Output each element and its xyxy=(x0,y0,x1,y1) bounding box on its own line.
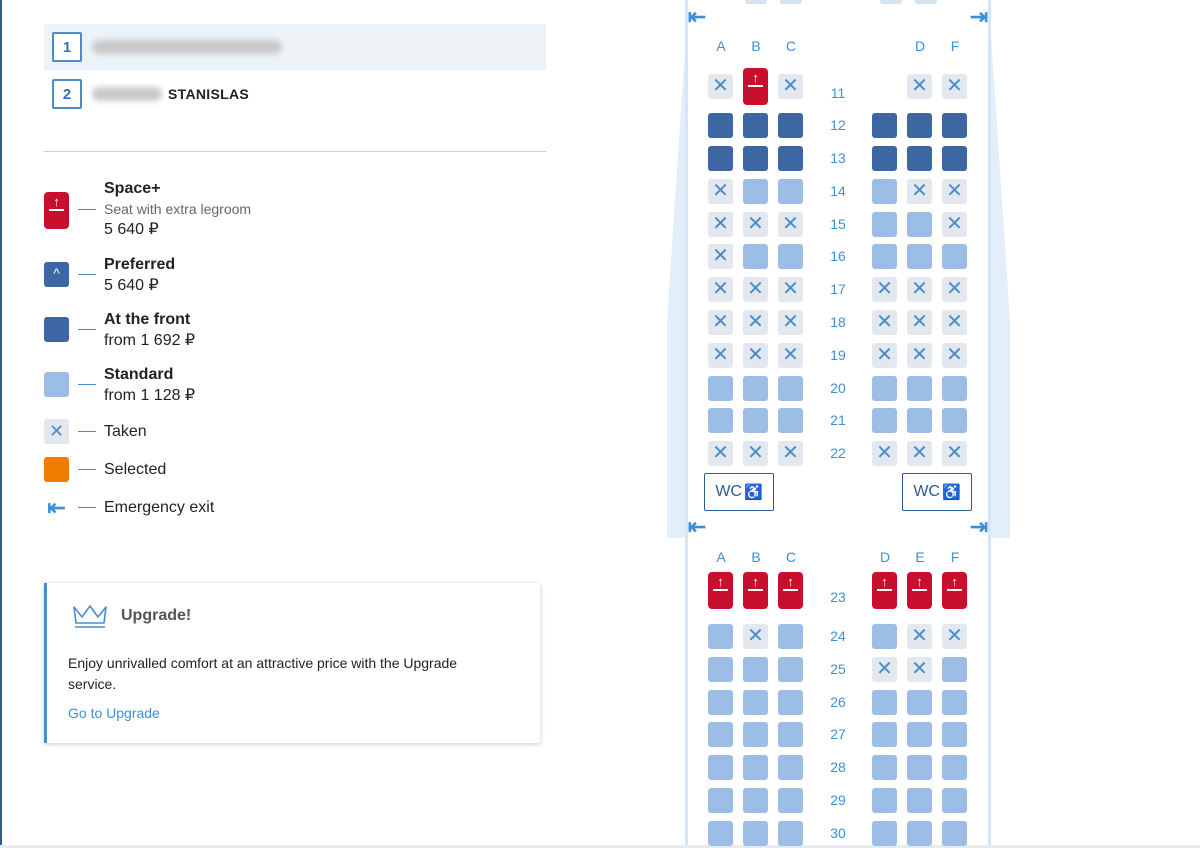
seat-21-std[interactable] xyxy=(907,408,932,433)
redacted-name xyxy=(92,87,162,101)
passenger-number: 2 xyxy=(52,79,82,109)
legend-price: from 1 128 ₽ xyxy=(104,387,196,404)
emergency-exit-icon: ⇥ xyxy=(969,514,989,539)
standard-seat-icon xyxy=(44,372,69,397)
row-number: 22 xyxy=(830,445,846,461)
seat-24-taken: ✕ xyxy=(743,624,768,649)
seat-12-front[interactable] xyxy=(708,113,733,138)
seat-27-std[interactable] xyxy=(743,722,768,747)
seat-16-taken: ✕ xyxy=(708,244,733,269)
legend-title: At the front xyxy=(104,311,191,328)
row-number: 27 xyxy=(830,726,846,742)
seat-13-front[interactable] xyxy=(942,146,967,171)
seat-26-std[interactable] xyxy=(778,690,803,715)
seat-11-taken: ✕ xyxy=(778,74,803,99)
legroom-bar xyxy=(877,589,892,591)
upgrade-card xyxy=(44,583,540,743)
wc-label: WC xyxy=(715,483,742,500)
seat-stub xyxy=(745,0,767,4)
taken-seat-icon: ✕ xyxy=(44,419,69,444)
seat-11-spaceplus[interactable] xyxy=(743,68,768,105)
passenger-name xyxy=(92,40,282,54)
arrow-up-icon: ↑ xyxy=(951,574,958,589)
row-number: 16 xyxy=(830,248,846,264)
seat-24-std[interactable] xyxy=(708,624,733,649)
column-letter: F xyxy=(950,549,960,565)
legend-title: Space+ xyxy=(104,180,161,197)
seat-19-taken: ✕ xyxy=(942,343,967,368)
arrow-up-icon: ↑ xyxy=(717,574,724,589)
seat-25-taken: ✕ xyxy=(872,657,897,682)
seat-11-taken: ✕ xyxy=(907,74,932,99)
seat-22-taken: ✕ xyxy=(778,441,803,466)
seat-19-taken: ✕ xyxy=(872,343,897,368)
seat-23-spaceplus[interactable] xyxy=(743,572,768,609)
seat-21-std[interactable] xyxy=(743,408,768,433)
emergency-exit-icon: ⇤ xyxy=(687,514,707,539)
seat-20-std[interactable] xyxy=(942,376,967,401)
seat-28-std[interactable] xyxy=(708,755,733,780)
seat-13-front[interactable] xyxy=(743,146,768,171)
seat-15-taken: ✕ xyxy=(942,212,967,237)
seat-30-std[interactable] xyxy=(942,821,967,846)
seat-21-std[interactable] xyxy=(708,408,733,433)
passenger-name xyxy=(92,86,249,102)
wc-accessible xyxy=(704,473,774,511)
seat-19-taken: ✕ xyxy=(743,343,768,368)
seat-24-std[interactable] xyxy=(778,624,803,649)
seat-12-front[interactable] xyxy=(743,113,768,138)
row-number: 12 xyxy=(830,117,846,133)
row-number: 29 xyxy=(830,792,846,808)
seat-30-std[interactable] xyxy=(743,821,768,846)
arrow-up-icon: ↑ xyxy=(916,574,923,589)
legend-price: 5 640 ₽ xyxy=(104,277,159,294)
seat-22-taken: ✕ xyxy=(743,441,768,466)
seat-12-front[interactable] xyxy=(907,113,932,138)
seat-14-std[interactable] xyxy=(778,179,803,204)
seat-15-std[interactable] xyxy=(907,212,932,237)
seat-28-std[interactable] xyxy=(907,755,932,780)
wheelchair-icon: ♿ xyxy=(743,484,763,501)
seat-16-std[interactable] xyxy=(743,244,768,269)
selected-seat-icon xyxy=(44,457,69,482)
column-letter: F xyxy=(950,38,960,54)
legroom-bar xyxy=(783,589,798,591)
passenger-1[interactable] xyxy=(44,24,546,70)
arrow-up-icon: ↑ xyxy=(787,574,794,589)
legend-price: from 1 692 ₽ xyxy=(104,332,196,349)
row-number: 24 xyxy=(830,628,846,644)
seat-23-spaceplus[interactable] xyxy=(708,572,733,609)
seat-20-std[interactable] xyxy=(743,376,768,401)
row-number: 17 xyxy=(830,281,846,297)
upgrade-description: Enjoy unrivalled comfort at an attractive price with the Upgrade service. xyxy=(68,655,458,692)
seat-29-std[interactable] xyxy=(942,788,967,813)
seat-17-taken: ✕ xyxy=(778,277,803,302)
row-number: 15 xyxy=(830,216,846,232)
seat-stub xyxy=(880,0,902,4)
row-number: 18 xyxy=(830,314,846,330)
emergency-exit-icon: ⇥ xyxy=(969,4,989,29)
column-letter: A xyxy=(716,549,726,565)
spaceplus-seat-icon: ↑ xyxy=(44,192,69,229)
seat-27-std[interactable] xyxy=(708,722,733,747)
row-number: 14 xyxy=(830,183,846,199)
seat-29-std[interactable] xyxy=(872,788,897,813)
seat-22-taken: ✕ xyxy=(872,441,897,466)
crown-icon xyxy=(71,603,109,629)
front-seat-icon xyxy=(44,317,69,342)
seat-18-taken: ✕ xyxy=(942,310,967,335)
seat-14-std[interactable] xyxy=(872,179,897,204)
seat-24-taken: ✕ xyxy=(907,624,932,649)
seat-22-taken: ✕ xyxy=(907,441,932,466)
legend-standard xyxy=(44,364,195,406)
seat-22-taken: ✕ xyxy=(942,441,967,466)
legroom-bar xyxy=(912,589,927,591)
wheelchair-icon: ♿ xyxy=(941,484,961,501)
seat-18-taken: ✕ xyxy=(907,310,932,335)
legend-spaceplus xyxy=(44,178,251,240)
emergency-exit-icon: ⇤ xyxy=(47,495,66,520)
seat-29-std[interactable] xyxy=(708,788,733,813)
seat-15-taken: ✕ xyxy=(778,212,803,237)
seat-24-std[interactable] xyxy=(872,624,897,649)
seat-13-front[interactable] xyxy=(778,146,803,171)
row-number: 19 xyxy=(830,347,846,363)
seat-14-taken: ✕ xyxy=(708,179,733,204)
column-letter: A xyxy=(716,38,726,54)
seat-29-std[interactable] xyxy=(743,788,768,813)
seat-21-std[interactable] xyxy=(942,408,967,433)
legend-exit xyxy=(44,495,214,520)
seat-18-taken: ✕ xyxy=(778,310,803,335)
seat-28-std[interactable] xyxy=(872,755,897,780)
seat-25-std[interactable] xyxy=(743,657,768,682)
legend-title: Preferred xyxy=(104,256,176,273)
column-letter: E xyxy=(915,549,925,565)
seat-16-std[interactable] xyxy=(942,244,967,269)
seat-15-taken: ✕ xyxy=(743,212,768,237)
row-number: 25 xyxy=(830,661,846,677)
seat-14-std[interactable] xyxy=(743,179,768,204)
legend-preferred xyxy=(44,254,175,296)
seat-28-std[interactable] xyxy=(778,755,803,780)
seat-27-std[interactable] xyxy=(907,722,932,747)
left-border xyxy=(0,0,2,848)
column-letter: D xyxy=(914,38,926,54)
emergency-exit-icon: ⇤ xyxy=(687,4,707,29)
seat-24-taken: ✕ xyxy=(942,624,967,649)
divider xyxy=(44,151,546,152)
seat-20-std[interactable] xyxy=(872,376,897,401)
row-number: 28 xyxy=(830,759,846,775)
seat-23-spaceplus[interactable] xyxy=(942,572,967,609)
wc-accessible xyxy=(902,473,972,511)
column-letter: B xyxy=(751,38,761,54)
seat-23-spaceplus[interactable] xyxy=(907,572,932,609)
row-number: 13 xyxy=(830,150,846,166)
legend-label: Emergency exit xyxy=(104,499,215,516)
seat-25-std[interactable] xyxy=(708,657,733,682)
row-number: 23 xyxy=(830,589,846,605)
seat-14-taken: ✕ xyxy=(942,179,967,204)
legroom-bar xyxy=(713,589,728,591)
seat-26-std[interactable] xyxy=(872,690,897,715)
seat-22-taken: ✕ xyxy=(708,441,733,466)
seat-30-std[interactable] xyxy=(872,821,897,846)
wc-label: WC xyxy=(913,483,940,500)
seat-23-spaceplus[interactable] xyxy=(778,572,803,609)
redacted-name xyxy=(92,40,282,54)
legend-selected xyxy=(44,457,166,482)
seat-13-front[interactable] xyxy=(708,146,733,171)
go-to-upgrade-link[interactable]: Go to Upgrade xyxy=(68,705,160,721)
seat-16-std[interactable] xyxy=(872,244,897,269)
seat-25-std[interactable] xyxy=(942,657,967,682)
row-number: 11 xyxy=(830,85,846,101)
preferred-seat-icon: ^ xyxy=(44,262,69,287)
seat-13-front[interactable] xyxy=(872,146,897,171)
legroom-bar xyxy=(748,85,763,87)
row-number: 20 xyxy=(830,380,846,396)
seat-27-std[interactable] xyxy=(778,722,803,747)
seat-17-taken: ✕ xyxy=(872,277,897,302)
seat-18-taken: ✕ xyxy=(743,310,768,335)
seat-29-std[interactable] xyxy=(907,788,932,813)
seat-19-taken: ✕ xyxy=(778,343,803,368)
seat-21-std[interactable] xyxy=(778,408,803,433)
seat-27-std[interactable] xyxy=(872,722,897,747)
seat-27-std[interactable] xyxy=(942,722,967,747)
seat-23-spaceplus[interactable] xyxy=(872,572,897,609)
seat-12-front[interactable] xyxy=(942,113,967,138)
legend-label: Selected xyxy=(104,461,167,478)
column-letter: D xyxy=(879,549,891,565)
legend-front xyxy=(44,309,195,351)
upgrade-title: Upgrade! xyxy=(121,607,192,624)
column-letter: B xyxy=(751,549,761,565)
seat-20-std[interactable] xyxy=(708,376,733,401)
seat-19-taken: ✕ xyxy=(907,343,932,368)
arrow-up-icon: ↑ xyxy=(752,574,759,589)
seat-stub xyxy=(780,0,802,4)
seat-17-taken: ✕ xyxy=(743,277,768,302)
wing-left xyxy=(667,20,687,538)
seat-30-std[interactable] xyxy=(907,821,932,846)
seat-26-std[interactable] xyxy=(708,690,733,715)
seat-28-std[interactable] xyxy=(743,755,768,780)
seat-19-taken: ✕ xyxy=(708,343,733,368)
seat-28-std[interactable] xyxy=(942,755,967,780)
legend-subtitle: Seat with extra legroom xyxy=(104,201,252,217)
seat-26-std[interactable] xyxy=(743,690,768,715)
wing-right xyxy=(990,20,1010,538)
seat-18-taken: ✕ xyxy=(872,310,897,335)
legend-title: Standard xyxy=(104,366,174,383)
seat-16-std[interactable] xyxy=(778,244,803,269)
row-number: 26 xyxy=(830,694,846,710)
seat-18-taken: ✕ xyxy=(708,310,733,335)
seat-26-std[interactable] xyxy=(942,690,967,715)
legend-price: 5 640 ₽ xyxy=(104,221,159,238)
legroom-bar xyxy=(947,589,962,591)
legend-label: Taken xyxy=(104,423,147,440)
seat-12-front[interactable] xyxy=(872,113,897,138)
seat-17-taken: ✕ xyxy=(708,277,733,302)
legend-taken xyxy=(44,419,147,444)
row-number: 21 xyxy=(830,412,846,428)
seat-26-std[interactable] xyxy=(907,690,932,715)
seat-stub xyxy=(915,0,937,4)
passenger-number: 1 xyxy=(52,32,82,62)
seat-21-std[interactable] xyxy=(872,408,897,433)
passenger-2[interactable] xyxy=(44,71,546,117)
seat-12-front[interactable] xyxy=(778,113,803,138)
seat-25-taken: ✕ xyxy=(907,657,932,682)
arrow-up-icon: ↑ xyxy=(752,70,759,85)
seat-29-std[interactable] xyxy=(778,788,803,813)
column-letter: C xyxy=(785,549,797,565)
seat-17-taken: ✕ xyxy=(907,277,932,302)
seat-30-std[interactable] xyxy=(708,821,733,846)
seat-20-std[interactable] xyxy=(778,376,803,401)
passenger-first-name: STANISLAS xyxy=(168,86,249,102)
seat-15-std[interactable] xyxy=(872,212,897,237)
legroom-bar xyxy=(748,589,763,591)
column-letter: C xyxy=(785,38,797,54)
arrow-up-icon: ↑ xyxy=(881,574,888,589)
seat-14-taken: ✕ xyxy=(907,179,932,204)
row-number: 30 xyxy=(830,825,846,841)
seat-11-taken: ✕ xyxy=(942,74,967,99)
seat-11-taken: ✕ xyxy=(708,74,733,99)
seat-17-taken: ✕ xyxy=(942,277,967,302)
seat-16-std[interactable] xyxy=(907,244,932,269)
seat-25-std[interactable] xyxy=(778,657,803,682)
seat-15-taken: ✕ xyxy=(708,212,733,237)
seat-13-front[interactable] xyxy=(907,146,932,171)
seat-30-std[interactable] xyxy=(778,821,803,846)
seat-20-std[interactable] xyxy=(907,376,932,401)
